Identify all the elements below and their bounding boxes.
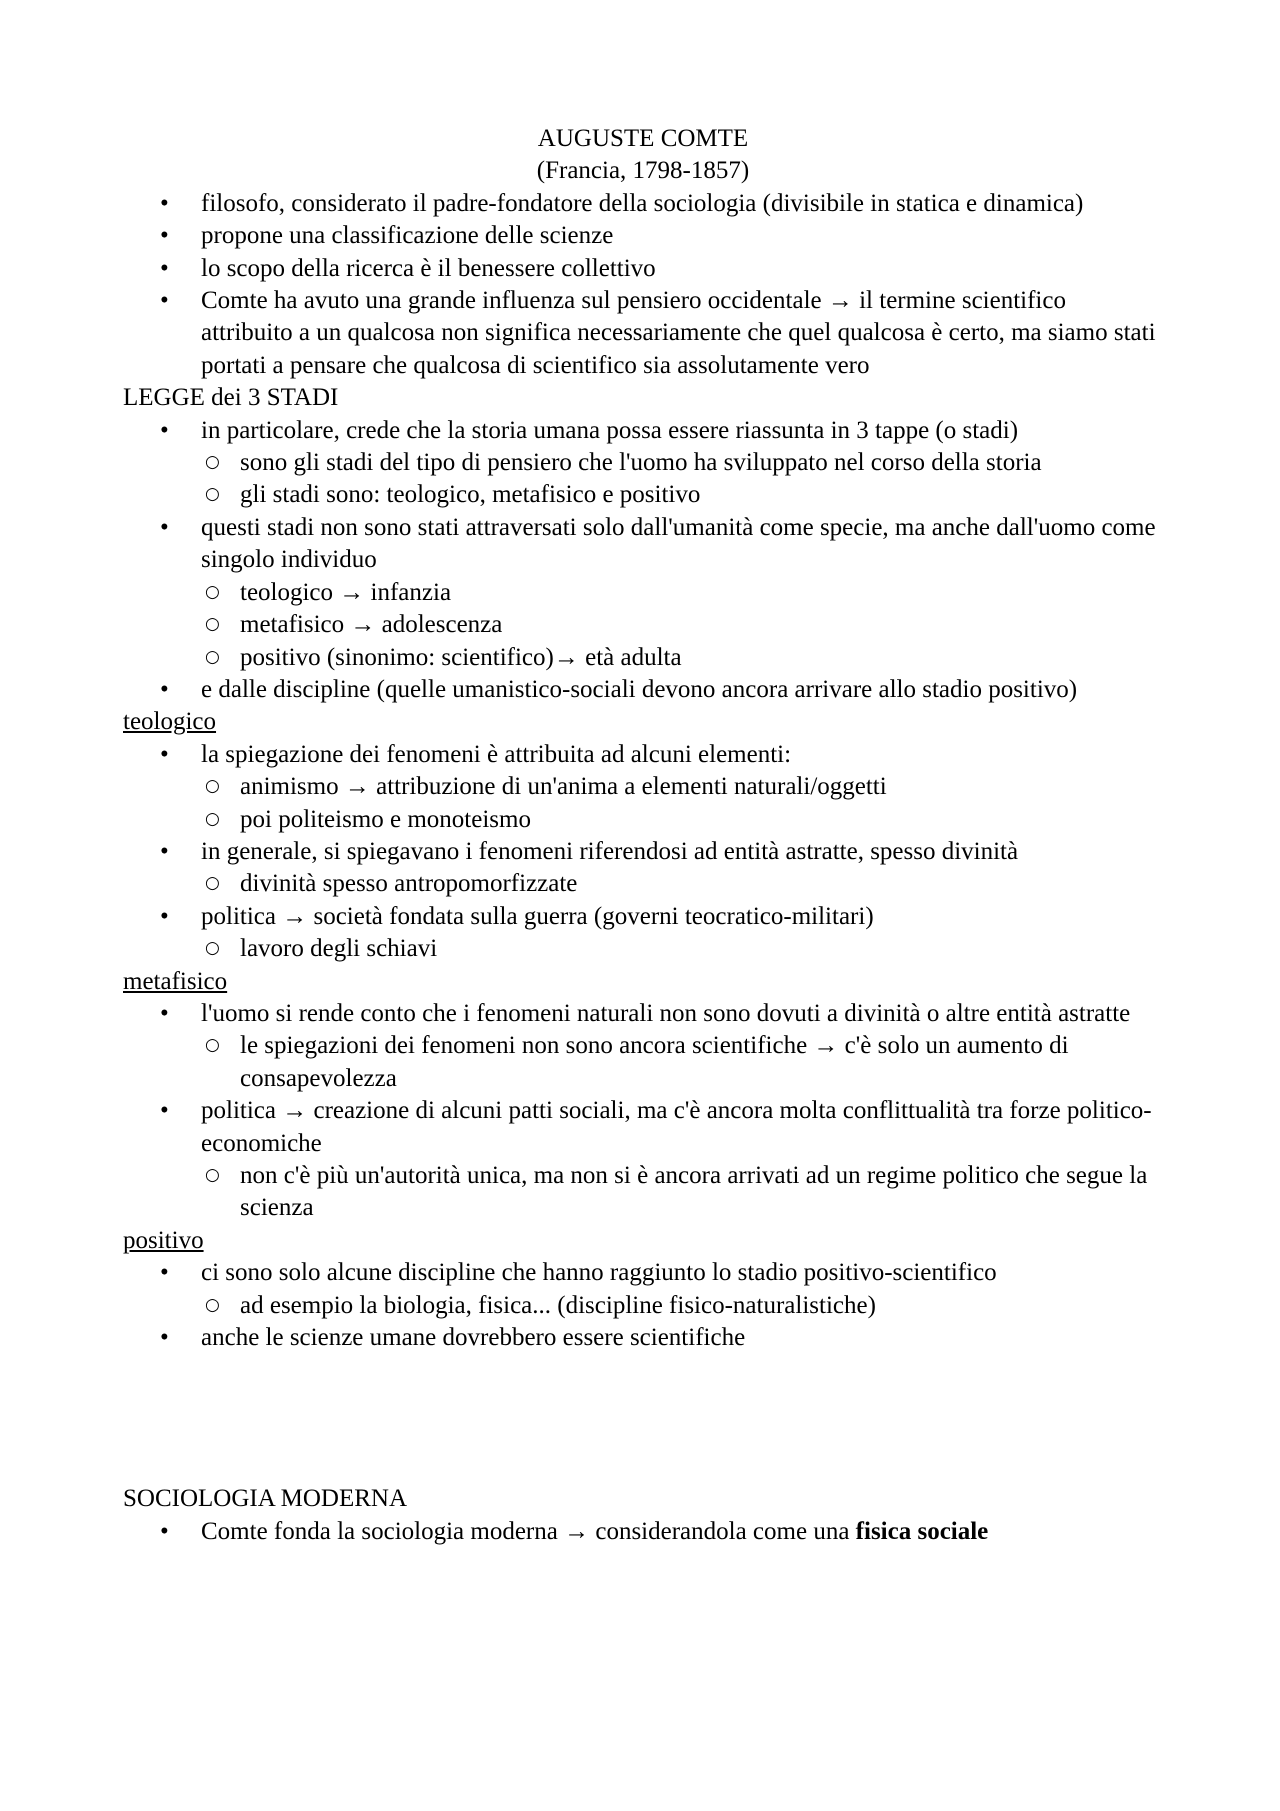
list-item-text: in particolare, crede che la storia umana possa essere riassunta in 3 tappe (o stadi) xyxy=(201,416,1019,444)
list-item: • propone una classificazione delle scienze xyxy=(123,220,1163,252)
list-item-text: questi stadi non sono stati attraversati solo dall'umanità come specie, ma anche dall'uomo come singolo individuo xyxy=(201,513,1156,574)
document-page xyxy=(123,123,1163,1548)
list-item xyxy=(123,1095,1163,1225)
section-heading-positivo: positivo xyxy=(123,1226,204,1254)
list-item-text: politica → creazione di alcuni patti sociali, ma c'è ancora molta conflittualità tra forze politico-economiche xyxy=(201,1097,1152,1157)
document-subtitle: (Francia, 1798-1857) xyxy=(536,157,750,185)
sub-list xyxy=(201,1160,1163,1225)
sub-list xyxy=(201,447,1163,512)
list-item xyxy=(123,836,1163,901)
intro-list xyxy=(123,188,1163,382)
list-item: • filosofo, considerato il padre-fondatore della sociologia (divisibile in statica e dinamica) xyxy=(123,188,1163,220)
list-item xyxy=(123,512,1163,674)
list-item-text: in generale, si spiegavano i fenomeni riferendosi ad entità astratte, spesso divinità xyxy=(201,837,1019,865)
list-item-text: la spiegazione dei fenomeni è attribuita ad alcuni elementi: xyxy=(201,740,792,768)
list-item: • e dalle discipline (quelle umanistico-sociali devono ancora arrivare allo stadio positivo) xyxy=(123,674,1163,706)
sub-list-item: ○ gli stadi sono: teologico, metafisico e positivo xyxy=(201,479,1163,511)
sub-list-item: ○ metafisico → adolescenza xyxy=(201,609,1163,641)
list-item: • lo scopo della ricerca è il benessere collettivo xyxy=(123,253,1163,285)
list-item xyxy=(123,739,1163,836)
sub-list-item: ○ ad esempio la biologia, fisica... (discipline fisico-naturalistiche) xyxy=(201,1290,1163,1322)
blank-space xyxy=(123,1354,1163,1483)
sub-list-item: ○ sono gli stadi del tipo di pensiero che l'uomo ha sviluppato nel corso della storia xyxy=(201,447,1163,479)
list-item xyxy=(123,1516,1163,1548)
sub-list-item: ○ positivo (sinonimo: scientifico)→ età adulta xyxy=(201,642,1163,674)
section-heading-metafisico: metafisico xyxy=(123,967,228,995)
sub-list xyxy=(201,933,1163,965)
sub-list xyxy=(201,1030,1163,1095)
sub-list-item: ○ divinità spesso antropomorfizzate xyxy=(201,868,1163,900)
sub-list xyxy=(201,771,1163,836)
moderna-list xyxy=(123,1516,1163,1548)
list-item-text: ci sono solo alcune discipline che hanno raggiunto lo stadio positivo-scientifico xyxy=(201,1259,997,1287)
sub-list xyxy=(201,577,1163,674)
list-item-text: Comte fonda la sociologia moderna → considerandola come una xyxy=(201,1517,856,1545)
teologico-list xyxy=(123,739,1163,966)
metafisico-list xyxy=(123,998,1163,1225)
sub-list-item: ○ le spiegazioni dei fenomeni non sono ancora scientifiche → c'è solo un aumento di consapevolezza xyxy=(201,1030,1163,1095)
sub-list-item: ○ lavoro degli schiavi xyxy=(201,933,1163,965)
sub-list-item: ○ non c'è più un'autorità unica, ma non si è ancora arrivati ad un regime politico che segue la scienza xyxy=(201,1160,1163,1225)
document-title: AUGUSTE COMTE xyxy=(537,125,749,152)
sub-list xyxy=(201,868,1163,900)
section-heading-legge: LEGGE dei 3 STADI xyxy=(123,384,339,412)
positivo-list xyxy=(123,1257,1163,1354)
sub-list-item: ○ animismo → attribuzione di un'anima a elementi naturali/oggetti xyxy=(201,771,1163,803)
list-item xyxy=(123,1257,1163,1322)
list-item: • anche le scienze umane dovrebbero essere scientifiche xyxy=(123,1322,1163,1354)
list-item xyxy=(123,901,1163,966)
list-item xyxy=(123,415,1163,512)
list-item-text: l'uomo si rende conto che i fenomeni naturali non sono dovuti a divinità o altre entità astratte xyxy=(201,999,1131,1027)
legge-list xyxy=(123,415,1163,707)
section-heading-teologico: teologico xyxy=(123,708,217,736)
sub-list-item: ○ poi politeismo e monoteismo xyxy=(201,804,1163,836)
list-item-text: politica → società fondata sulla guerra (governi teocratico-militari) xyxy=(201,902,874,930)
bold-term: fisica sociale xyxy=(855,1517,989,1545)
sub-list xyxy=(201,1290,1163,1322)
list-item xyxy=(123,998,1163,1095)
list-item: • Comte ha avuto una grande influenza sul pensiero occidentale → il termine scientifico attribuito a un qualcosa non significa necessariamente che quel qualcosa è certo, ma siamo stati portati a pensare che qualcosa di scientifico sia assolutamente vero xyxy=(123,285,1163,382)
section-heading-moderna: SOCIOLOGIA MODERNA xyxy=(123,1485,408,1513)
sub-list-item: ○ teologico → infanzia xyxy=(201,577,1163,609)
